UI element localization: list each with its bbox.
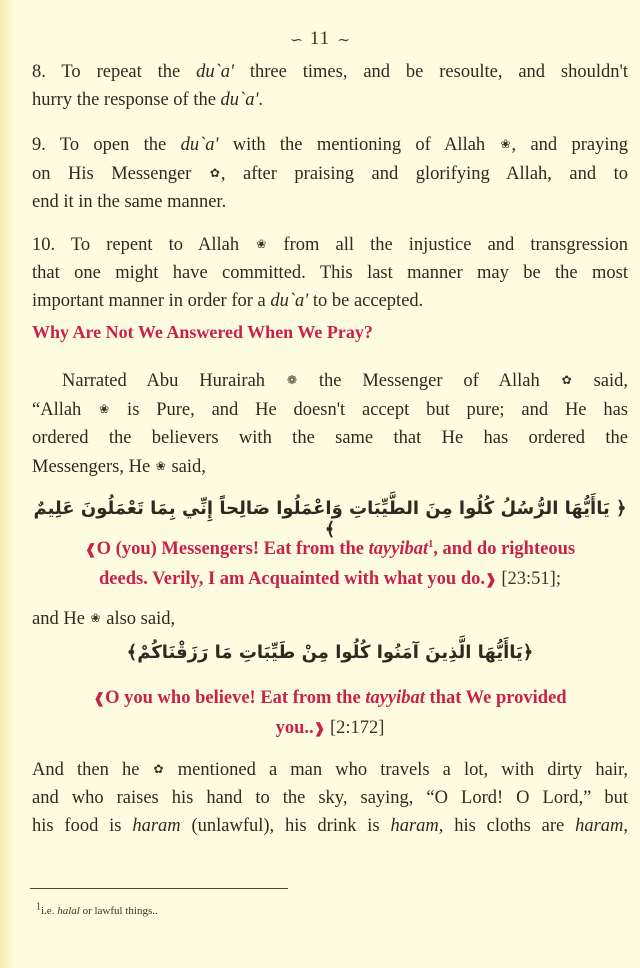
item9-line1: 9. To open the du`a' with the mentioning of Allah ❀, and praying [32, 130, 628, 159]
list-item-9 [32, 130, 628, 216]
item10-line3: important manner in order for a du`a' to be accepted. [32, 291, 424, 311]
footnote-marker: 1 [36, 901, 41, 913]
item9-line3: end it in the same manner. [32, 192, 227, 212]
companion-honorific-icon: ❁ [286, 373, 297, 387]
section-heading: Why Are Not We Answered When We Pray? [32, 322, 373, 342]
verse2-translation-line2: you..❱ [2:172] [275, 718, 385, 738]
allah-honorific-icon: ❀ [155, 459, 166, 473]
verse1-reference: [23:51]; [496, 569, 561, 589]
verse-open-bracket-icon: ❰ [93, 692, 106, 707]
verse-open-bracket-icon: ❰ [84, 543, 97, 558]
list-item-8 [32, 58, 628, 114]
ornament-left-icon: ∽ [289, 31, 305, 49]
allah-honorific-icon: ❀ [90, 611, 101, 625]
footnote-ref-1[interactable]: 1 [428, 538, 434, 550]
verse2-arabic: ﴿يَاأَيُّهَا الَّذِينَ آمَنُوا كُلُوا مِنْ طَيِّبَاتِ مَا رَزَقْنَاكُمْ﴾ [126, 642, 534, 663]
connector-line [32, 604, 628, 633]
item8-line2: hurry the response of the du`a'. [32, 90, 264, 110]
closing-line3: his food is haram (unlawful), his drink is haram, his cloths are haram, [32, 816, 629, 836]
page-number-header [0, 28, 640, 50]
footnote: $^1$i.e. halal or lawful things.. [36, 901, 158, 917]
prophet-honorific-icon: ✿ [153, 762, 164, 776]
allah-honorific-icon: ❀ [500, 137, 511, 151]
verse2-translation-line1: ❰O you who believe! Eat from the tayyibat that We provided [93, 688, 567, 708]
narration-line2: “Allah ❀ is Pure, and He doesn't accept but pure; and He has [32, 395, 628, 424]
item10-line1: 10. To repent to Allah ❀ from all the injustice and transgression [32, 230, 628, 259]
verse1-translation-line1: ❰O (you) Messengers! Eat from the tayyibat$^1$, and do righteous [84, 538, 576, 559]
verse1-arabic: ﴿ يَاأَيُّهَا الرُّسُلُ كُلُوا مِنَ الطَّيِّبَاتِ وَاعْمَلُوا صَالِحاً إِنِّي بِمَا تَعْمَلُونَ عَلِيمٌ ﴾ [33, 498, 627, 540]
footnote-divider [30, 888, 288, 889]
narration-paragraph [32, 366, 628, 481]
connector-text: and He ❀ also said, [32, 604, 628, 633]
prophet-honorific-icon: ✿ [209, 166, 220, 180]
verse-close-bracket-icon: ❱ [485, 573, 497, 588]
closing-line1: And then he ✿ mentioned a man who travels a lot, with dirty hair, [32, 755, 628, 784]
narration-line1: Narrated Abu Hurairah ❁ the Messenger of Allah ✿ said, [32, 366, 628, 395]
allah-honorific-icon: ❀ [99, 402, 110, 416]
ornament-right-icon: ∽ [335, 31, 351, 49]
verse2-reference: [2:172] [325, 718, 385, 738]
verse1-translation [32, 535, 628, 595]
prophet-honorific-icon: ✿ [561, 373, 572, 387]
item8-line1: 8. To repeat the du`a' three times, and be resoulte, and shouldn't [32, 62, 628, 82]
list-item-10 [32, 230, 628, 315]
narration-line3: ordered the believers with the same that He has ordered the [32, 428, 628, 448]
page-edge-shadow [0, 0, 14, 968]
allah-honorific-icon: ❀ [256, 237, 267, 251]
page-number: 11 [309, 28, 331, 49]
verse1-translation-line2: deeds. Verily, I am Acquainted with what you do.❱ [23:51]; [99, 569, 561, 589]
item9-line2: on His Messenger ✿, after praising and glorifying Allah, and to [32, 159, 628, 188]
verse-close-bracket-icon: ❱ [313, 722, 326, 737]
closing-line2: and who raises his hand to the sky, saying, “O Lord! O Lord,” but [32, 788, 628, 808]
verse2-translation [32, 684, 628, 744]
item10-line2: that one might have committed. This last manner may be the most [32, 263, 628, 283]
narration-line4: Messengers, He ❀ said, [32, 452, 628, 481]
closing-paragraph [32, 755, 628, 840]
